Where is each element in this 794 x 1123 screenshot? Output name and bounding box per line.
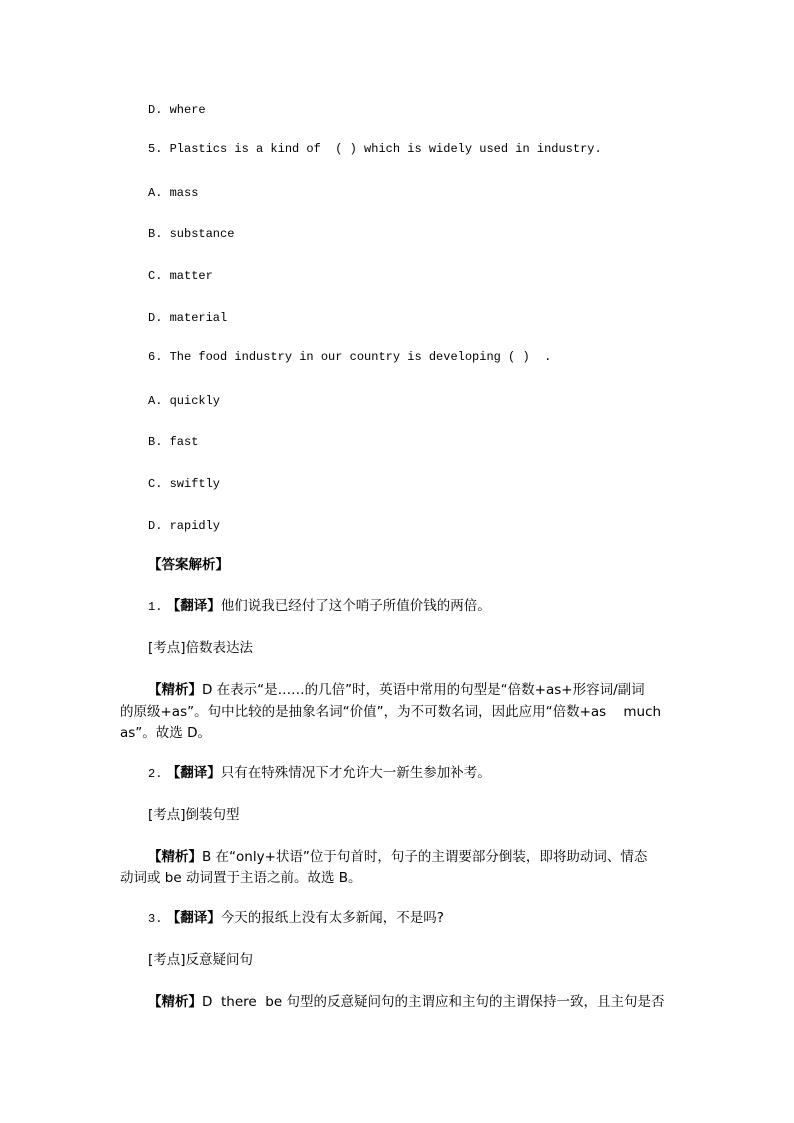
q6-option-a: A. quickly bbox=[148, 394, 221, 408]
answer-3-point: [考点]反意疑问句 bbox=[148, 952, 254, 968]
answer-2-analysis-text-1: B 在“only+状语”位于句首时，句子的主谓要部分倒装，即将助动词、情态 bbox=[202, 849, 648, 865]
answer-1-translate-label: 【翻译】 bbox=[166, 598, 221, 614]
answer-3-translation bbox=[148, 908, 444, 929]
answer-3-translation-text: 今天的报纸上没有太多新闻，不是吗? bbox=[220, 910, 444, 926]
q6-stem: 6. The food industry in our country is developing ( ) . bbox=[148, 350, 552, 364]
q5-option-a: A. mass bbox=[148, 186, 199, 200]
answer-1-number: 1. bbox=[148, 600, 163, 614]
answer-3-analysis-label: 【精析】 bbox=[148, 994, 202, 1010]
q6-option-b: B. fast bbox=[148, 435, 199, 449]
answer-2-point: [考点]倒装句型 bbox=[148, 807, 240, 823]
q5-option-d: D. material bbox=[148, 311, 228, 325]
answer-3-number: 3. bbox=[148, 912, 163, 926]
answer-1-translation bbox=[148, 596, 491, 617]
answer-1-point: [考点]倍数表达法 bbox=[148, 640, 254, 656]
answer-1-analysis-l3: as”。故选 D。 bbox=[120, 725, 211, 741]
answer-1-analysis-label: 【精析】 bbox=[148, 682, 202, 698]
q4-option-d: D. where bbox=[148, 103, 206, 117]
answer-2-analysis-l2: 动词或 be 动词置于主语之前。故选 B。 bbox=[120, 870, 362, 886]
answer-3-analysis-l1 bbox=[148, 992, 664, 1012]
answer-2-number: 2. bbox=[148, 767, 163, 781]
answer-section-heading: 【答案解析】 bbox=[148, 557, 229, 573]
answer-3-translate-label: 【翻译】 bbox=[166, 910, 221, 926]
answer-2-translation bbox=[148, 763, 491, 784]
answer-2-translation-text: 只有在特殊情况下才允许大一新生参加补考。 bbox=[220, 765, 491, 781]
q6-option-c: C. swiftly bbox=[148, 477, 221, 491]
answer-1-analysis-l1 bbox=[148, 680, 645, 700]
answer-1-analysis-text-1: D 在表示“是……的几倍”时，英语中常用的句型是“倍数+as+形容词/副词 bbox=[202, 682, 645, 698]
q5-stem: 5. Plastics is a kind of ( ) which is widely used in industry. bbox=[148, 142, 602, 156]
answer-2-analysis-label: 【精析】 bbox=[148, 849, 202, 865]
answer-3-analysis-text-1: D there be 句型的反意疑问句的主谓应和主句的主谓保持一致，且主句是否 bbox=[202, 994, 665, 1010]
answer-1-analysis-l2: 的原级+as”。句中比较的是抽象名词“价值”，为不可数名词，因此应用“倍数+as much bbox=[120, 704, 662, 720]
q5-option-b: B. substance bbox=[148, 227, 235, 241]
answer-2-translate-label: 【翻译】 bbox=[166, 765, 221, 781]
q6-option-d: D. rapidly bbox=[148, 519, 221, 533]
answer-1-translation-text: 他们说我已经付了这个哨子所值价钱的两倍。 bbox=[220, 598, 491, 614]
q5-option-c: C. matter bbox=[148, 269, 213, 283]
answer-2-analysis-l1 bbox=[148, 847, 647, 867]
